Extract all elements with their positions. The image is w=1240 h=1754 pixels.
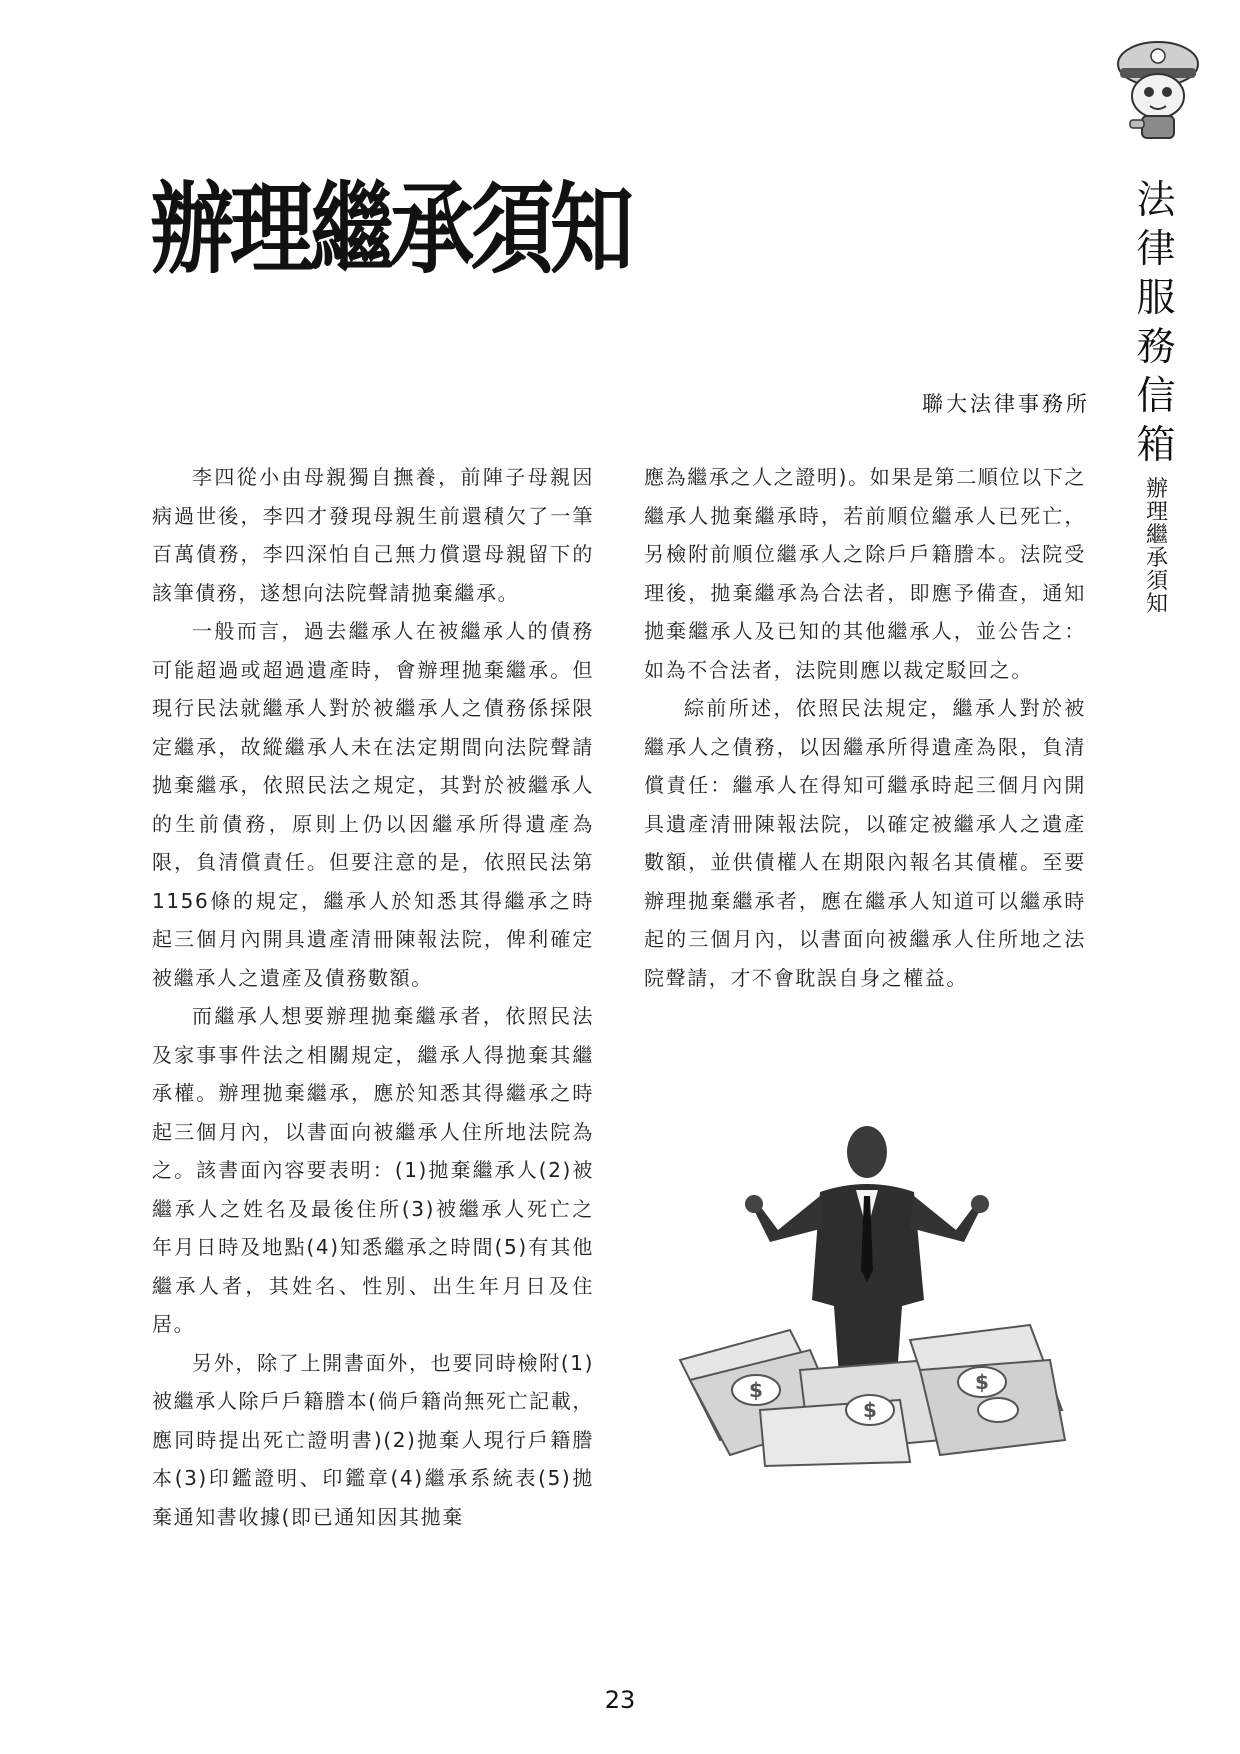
body-paragraph: 李四從小由母親獨自撫養，前陣子母親因病過世後，李四才發現母親生前還積欠了一筆百萬債務，李四深怕自己無力償還母親留下的該筆債務，遂想向法院聲請拋棄繼承。 <box>152 465 594 605</box>
column-heading: 法 律 服 務 信 箱 <box>1136 178 1176 468</box>
body-paragraph: 而繼承人想要辦理拋棄繼承者，依照民法及家事事件法之相關規定，繼承人得拋棄其繼承權。辦理拋棄繼承，應於知悉其得繼承之時起三個月內，以書面向被繼承人住所地法院為之。該書面內容要表明：(1)拋棄繼承人(2)被繼承人之姓名及最後住所(3)被繼承人死亡之年月日時及地點(4)知悉繼承之時間(5)有其他繼承人者，其姓名、性別、出生年月日及住居。 <box>152 1004 594 1336</box>
author-byline: 聯大法律事務所 <box>922 392 1090 416</box>
svg-text:$: $ <box>749 1378 763 1402</box>
column-subtitle: 辦 理 繼 承 須 知 <box>1145 477 1168 617</box>
svg-text:$: $ <box>863 1398 877 1422</box>
article-left-column <box>152 458 594 1536</box>
body-paragraph: 一般而言，過去繼承人在被繼承人的債務可能超過或超過遺產時，會辦理拋棄繼承。但現行民法就繼承人對於被繼承人之債務係採限定繼承，故縱繼承人未在法定期間向法院聲請拋棄繼承，依照民法之規定，其對於被繼承人的生前債務，原則上仍以因繼承所得遺產為限，負清償責任。但要注意的是，依照民法第1156條的規定，繼承人於知悉其得繼承之時起三個月內開具遺產清冊陳報法院，俾利確定被繼承人之遺產及債務數額。 <box>152 619 594 990</box>
police-mascot-icon <box>1112 34 1204 144</box>
body-paragraph: 綜前所述，依照民法規定，繼承人對於被繼承人之債務，以因繼承所得遺產為限，負清償責任：繼承人在得知可繼承時起三個月內開具遺產清冊陳報法院，以確定被繼承人之遺產數額，並供債權人在期限內報名其債權。至要辦理拋棄繼承者，應在繼承人知道可以繼承時起的三個月內，以書面向被繼承人住所地之法院聲請，才不會耽誤自身之權益。 <box>644 696 1086 990</box>
svg-text:$: $ <box>975 1370 989 1394</box>
article-right-column <box>644 458 1086 997</box>
page-title: 辦理繼承須知 <box>150 170 631 287</box>
body-paragraph: 另外，除了上開書面外，也要同時檢附(1)被繼承人除戶戶籍謄本(倘戶籍尚無死亡記載，應同時提出死亡證明書)(2)拋棄人現行戶籍謄本(3)印鑑證明、印鑑章(4)繼承系統表(5)拋棄通知書收據(即已通知因其拋棄 <box>152 1350 594 1529</box>
body-paragraph-continued: 應為繼承之人之證明)。如果是第二順位以下之繼承人拋棄繼承時，若前順位繼承人已死亡，另檢附前順位繼承人之除戶戶籍謄本。法院受理後，拋棄繼承為合法者，即應予備查，通知拋棄繼承人及已知的其他繼承人，並公告之：如為不合法者，法院則應以裁定駁回之。 <box>644 465 1086 682</box>
man-shrugging-on-money-illustration <box>670 1110 1070 1470</box>
page-number: 23 <box>604 1686 636 1714</box>
